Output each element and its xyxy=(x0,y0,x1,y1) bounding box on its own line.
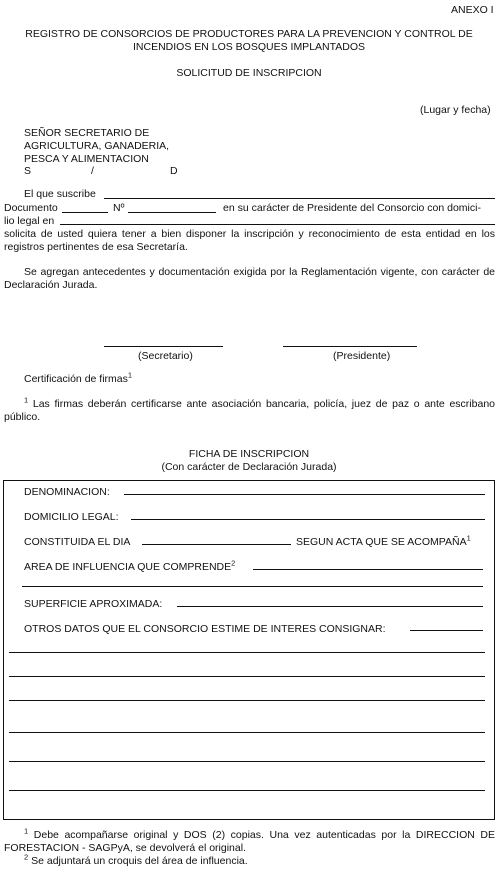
agregan-paragraph: Se agregan antecedentes y documentación exigida por la Reglamentación vigente, con carácter de Declaración Jurada. xyxy=(4,266,495,291)
constituida-field-line[interactable] xyxy=(142,544,291,545)
certificacion-label xyxy=(24,370,133,385)
segun-acta-sup: 1 xyxy=(466,533,471,543)
annex-label: ANEXO I xyxy=(451,4,494,16)
bottom-note-2 xyxy=(4,852,495,868)
place-date-label: (Lugar y fecha) xyxy=(420,104,491,116)
superficie-field-line[interactable] xyxy=(177,606,483,607)
otros-label: OTROS DATOS QUE EL CONSORCIO ESTIME DE INTERES CONSIGNAR: xyxy=(24,623,386,635)
domicilio-legal-label: DOMICILIO LEGAL: xyxy=(24,511,119,523)
otros-line-5[interactable] xyxy=(9,761,485,762)
ficha-subtitle: (Con carácter de Declaración Jurada) xyxy=(161,461,337,473)
bottom-note-2-num: 2 xyxy=(24,852,29,862)
name-field-line[interactable] xyxy=(104,198,495,199)
denominacion-label: DENOMINACION: xyxy=(24,486,110,498)
area-field-line[interactable] xyxy=(253,569,483,570)
documento-label: Documento xyxy=(4,202,58,214)
numero-field-line[interactable] xyxy=(128,212,216,213)
presidente-label: (Presidente) xyxy=(333,350,391,362)
constituida-label: CONSTITUIDA EL DIA xyxy=(24,536,131,548)
ficha-box xyxy=(3,480,495,820)
segun-acta-text: SEGUN ACTA QUE SE ACOMPAÑA xyxy=(296,536,467,548)
title-line-1: REGISTRO DE CONSORCIOS DE PRODUCTORES PARA LA PREVENCION Y CONTROL DE xyxy=(25,28,473,40)
area-field-line-2[interactable] xyxy=(22,586,483,587)
addressee-d: D xyxy=(170,165,178,177)
denominacion-field-line[interactable] xyxy=(124,494,485,495)
otros-line-1[interactable] xyxy=(9,652,485,653)
bottom-note-1-num: 1 xyxy=(24,826,29,836)
segun-acta-label xyxy=(296,533,471,548)
addressee-line-2: AGRICULTURA, GANADERIA, xyxy=(24,140,170,152)
bottom-note-1 xyxy=(4,826,496,855)
addressee-line-3: PESCA Y ALIMENTACION xyxy=(24,153,149,165)
footnote-1-num: 1 xyxy=(24,395,29,405)
area-label xyxy=(24,558,236,573)
otros-field-line[interactable] xyxy=(410,630,483,631)
superficie-label: SUPERFICIE APROXIMADA: xyxy=(24,598,163,610)
area-text: AREA DE INFLUENCIA QUE COMPRENDE xyxy=(24,561,232,573)
solicita-paragraph: solicita de usted quiera tener a bien disponer la inscripción y reconocimiento de esta entidad en los registros pertinentes de esa Secretaría. xyxy=(4,228,495,253)
otros-line-4[interactable] xyxy=(9,732,485,733)
presidente-text: en su carácter de Presidente del Consorcio con domici- xyxy=(223,202,481,214)
subtitle: SOLICITUD DE INSCRIPCION xyxy=(176,67,322,79)
presidente-signature-line[interactable] xyxy=(283,346,417,347)
addressee-s: S xyxy=(24,165,32,177)
title-line-2: INCENDIOS EN LOS BOSQUES IMPLANTADOS xyxy=(132,41,366,53)
secretario-label: (Secretario) xyxy=(138,350,193,362)
documento-field-line[interactable] xyxy=(62,212,108,213)
footnote-1-text: Las firmas deberán certificarse ante asociación bancaria, policía, juez de paz o ante escribano público. xyxy=(4,398,495,423)
addressee-line-1: SEÑOR SECRETARIO DE xyxy=(24,127,150,139)
footnote-1 xyxy=(4,395,495,424)
ficha-title: FICHA DE INSCRIPCION xyxy=(188,448,310,460)
numero-label: Nº xyxy=(113,202,125,214)
domicilio-legal-field-line[interactable] xyxy=(131,519,485,520)
domicilio-label: lio legal en xyxy=(4,215,55,227)
addressee-slash: / xyxy=(91,165,94,177)
domicilio-field-line[interactable] xyxy=(60,224,495,225)
bottom-note-2-text: Se adjuntará un croquis del área de influencia. xyxy=(31,855,248,867)
el-que-suscribe-label: El que suscribe xyxy=(24,188,96,200)
secretario-signature-line[interactable] xyxy=(104,346,223,347)
area-sup: 2 xyxy=(231,558,236,568)
otros-line-2[interactable] xyxy=(9,676,485,677)
certificacion-text: Certificación de firmas xyxy=(24,373,128,385)
otros-line-3[interactable] xyxy=(9,700,485,701)
otros-line-6[interactable] xyxy=(9,790,485,791)
bottom-note-1-text: Debe acompañarse original y DOS (2) copias. Una vez autenticadas por la DIRECCION DE FORESTACION - SAGPyA, se devolverá el original. xyxy=(4,829,496,854)
certificacion-sup: 1 xyxy=(127,370,133,380)
